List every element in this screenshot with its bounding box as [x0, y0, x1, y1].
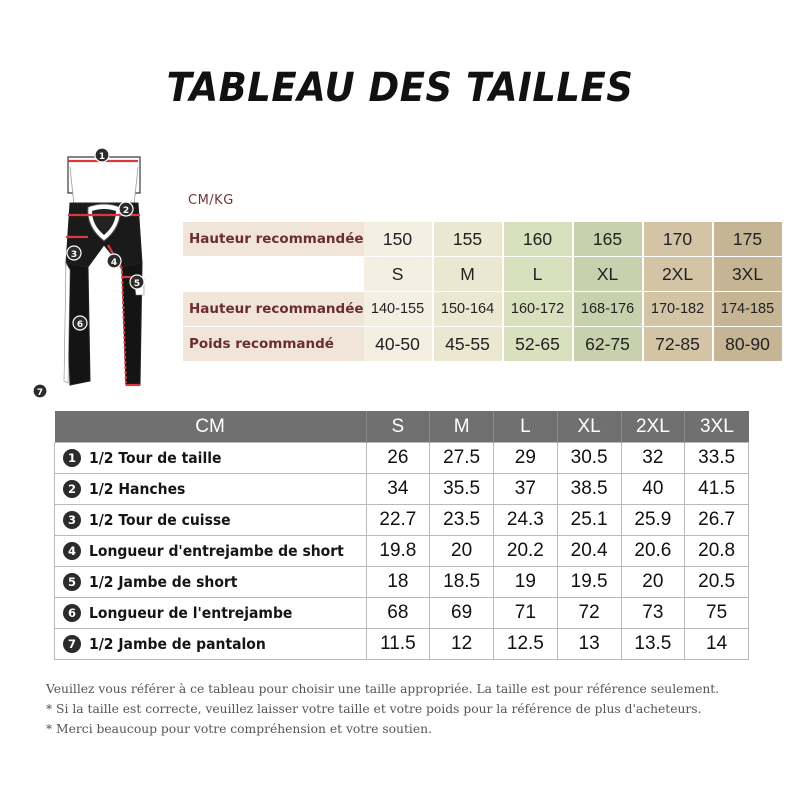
header-cell: XL	[557, 411, 621, 443]
rec-cell: 140-155	[364, 292, 433, 327]
unit-label: CM/KG	[188, 193, 234, 208]
measurement-value: 20.2	[494, 536, 558, 567]
rec-cell: XL	[573, 257, 643, 292]
measurement-label-cell	[55, 598, 367, 629]
rec-cell: 165	[573, 222, 643, 257]
measurement-value: 14	[685, 629, 749, 660]
number-badge-icon: 2	[63, 480, 81, 498]
measurement-value: 32	[621, 443, 685, 474]
measurement-value: 27.5	[430, 443, 494, 474]
notes	[46, 679, 786, 739]
svg-text:2: 2	[122, 206, 130, 216]
measurement-value: 13.5	[621, 629, 685, 660]
measurement-value: 20	[430, 536, 494, 567]
measurement-label: 1/2 Jambe de short	[89, 573, 238, 592]
svg-text:6: 6	[76, 320, 84, 330]
marker-4	[107, 254, 121, 268]
measurement-label-cell	[55, 474, 367, 505]
measurement-value: 25.1	[557, 505, 621, 536]
measurement-value: 68	[366, 598, 430, 629]
svg-text:3: 3	[70, 250, 78, 260]
rec-cell: 155	[433, 222, 503, 257]
page-title: TABLEAU DES TAILLES	[166, 64, 634, 111]
measurement-value: 33.5	[685, 443, 749, 474]
marker-6	[73, 316, 87, 330]
number-badge-icon: 4	[63, 542, 81, 560]
measurement-label: 1/2 Tour de cuisse	[89, 511, 231, 530]
measurement-value: 18.5	[430, 567, 494, 598]
rec-cell: 52-65	[503, 327, 573, 362]
measurement-value: 20.4	[557, 536, 621, 567]
rec-row-height-range	[183, 292, 782, 327]
measurement-value: 19.8	[366, 536, 430, 567]
measurement-value: 73	[621, 598, 685, 629]
rec-cell: 175	[713, 222, 782, 257]
measurement-value: 12.5	[494, 629, 558, 660]
rec-cell: 170	[643, 222, 713, 257]
marker-7	[33, 384, 47, 398]
measurement-value: 11.5	[366, 629, 430, 660]
marker-5	[130, 275, 144, 289]
measurement-label-cell	[55, 567, 367, 598]
header-cell: M	[430, 411, 494, 443]
measurement-table	[54, 411, 749, 660]
measurement-value: 34	[366, 474, 430, 505]
header-cell: L	[494, 411, 558, 443]
measurement-label: Longueur d'entrejambe de short	[89, 542, 344, 561]
measurement-value: 72	[557, 598, 621, 629]
measurement-header	[55, 411, 749, 443]
measurement-value: 12	[430, 629, 494, 660]
measurement-label: 1/2 Tour de taille	[89, 449, 222, 468]
rec-row-weight	[183, 327, 782, 362]
rec-cell: 170-182	[643, 292, 713, 327]
table-row	[55, 629, 749, 660]
marker-2	[119, 202, 133, 216]
measurement-label-cell	[55, 505, 367, 536]
rec-cell: 174-185	[713, 292, 782, 327]
measurement-label-cell	[55, 629, 367, 660]
measurement-value: 75	[685, 598, 749, 629]
measurement-value: 20	[621, 567, 685, 598]
measurement-value: 26.7	[685, 505, 749, 536]
pants-diagram	[30, 145, 160, 405]
table-row	[55, 474, 749, 505]
rec-row-label: Hauteur recommandée	[183, 292, 364, 327]
table-row	[55, 567, 749, 598]
measurement-value: 20.6	[621, 536, 685, 567]
measurement-value: 71	[494, 598, 558, 629]
rec-cell: M	[433, 257, 503, 292]
number-badge-icon: 5	[63, 573, 81, 591]
measurement-label: 1/2 Hanches	[89, 480, 186, 499]
measurement-value: 23.5	[430, 505, 494, 536]
measurement-value: 38.5	[557, 474, 621, 505]
header-cell: 2XL	[621, 411, 685, 443]
rec-cell: 3XL	[713, 257, 782, 292]
rec-row-label: Hauteur recommandée	[183, 222, 364, 257]
measurement-value: 18	[366, 567, 430, 598]
rec-cell: 150	[364, 222, 433, 257]
table-row	[55, 536, 749, 567]
svg-text:5: 5	[133, 279, 141, 289]
table-row	[55, 598, 749, 629]
measurement-value: 26	[366, 443, 430, 474]
rec-cell: 168-176	[573, 292, 643, 327]
rec-row-label: Poids recommandé	[183, 327, 364, 362]
measurement-value: 35.5	[430, 474, 494, 505]
rec-cell: S	[364, 257, 433, 292]
table-row	[55, 443, 749, 474]
measurement-label: 1/2 Jambe de pantalon	[89, 635, 266, 654]
measurement-value: 19	[494, 567, 558, 598]
measurement-value: 24.3	[494, 505, 558, 536]
rec-cell: 40-50	[364, 327, 433, 362]
rec-row-label	[183, 257, 364, 292]
note-line: * Merci beaucoup pour votre compréhension et votre soutien.	[46, 722, 432, 736]
table-row	[55, 505, 749, 536]
svg-text:7: 7	[36, 388, 44, 398]
rec-cell: 72-85	[643, 327, 713, 362]
svg-text:1: 1	[98, 152, 106, 162]
rec-cell: 80-90	[713, 327, 782, 362]
note-line: * Si la taille est correcte, veuillez laisser votre taille et votre poids pour la référence de plus d'acheteurs.	[46, 702, 702, 716]
number-badge-icon: 6	[63, 604, 81, 622]
rec-cell: 150-164	[433, 292, 503, 327]
rec-row-height	[183, 222, 782, 257]
rec-cell: 45-55	[433, 327, 503, 362]
marker-3	[67, 246, 81, 260]
measurement-value: 29	[494, 443, 558, 474]
measurement-value: 20.8	[685, 536, 749, 567]
rec-cell: 160	[503, 222, 573, 257]
marker-1	[95, 148, 109, 162]
measurement-label: Longueur de l'entrejambe	[89, 604, 293, 623]
rec-cell: L	[503, 257, 573, 292]
measurement-label-cell	[55, 536, 367, 567]
rec-cell: 160-172	[503, 292, 573, 327]
measurement-label-cell	[55, 443, 367, 474]
measurement-value: 22.7	[366, 505, 430, 536]
measurement-value: 37	[494, 474, 558, 505]
measurement-value: 40	[621, 474, 685, 505]
number-badge-icon: 1	[63, 449, 81, 467]
measurement-value: 69	[430, 598, 494, 629]
number-badge-icon: 7	[63, 635, 81, 653]
header-cell: S	[366, 411, 430, 443]
measurement-value: 13	[557, 629, 621, 660]
header-cell: CM	[55, 411, 367, 443]
measurement-value: 25.9	[621, 505, 685, 536]
rec-row-size	[183, 257, 782, 292]
measurement-value: 41.5	[685, 474, 749, 505]
number-badge-icon: 3	[63, 511, 81, 529]
note-line: Veuillez vous référer à ce tableau pour choisir une taille appropriée. La taille est pour référence seulement.	[46, 682, 720, 696]
measurement-value: 19.5	[557, 567, 621, 598]
svg-text:4: 4	[110, 258, 118, 268]
rec-cell: 2XL	[643, 257, 713, 292]
measurement-value: 20.5	[685, 567, 749, 598]
measurement-value: 30.5	[557, 443, 621, 474]
rec-cell: 62-75	[573, 327, 643, 362]
header-cell: 3XL	[685, 411, 749, 443]
recommendation-table	[183, 222, 782, 362]
